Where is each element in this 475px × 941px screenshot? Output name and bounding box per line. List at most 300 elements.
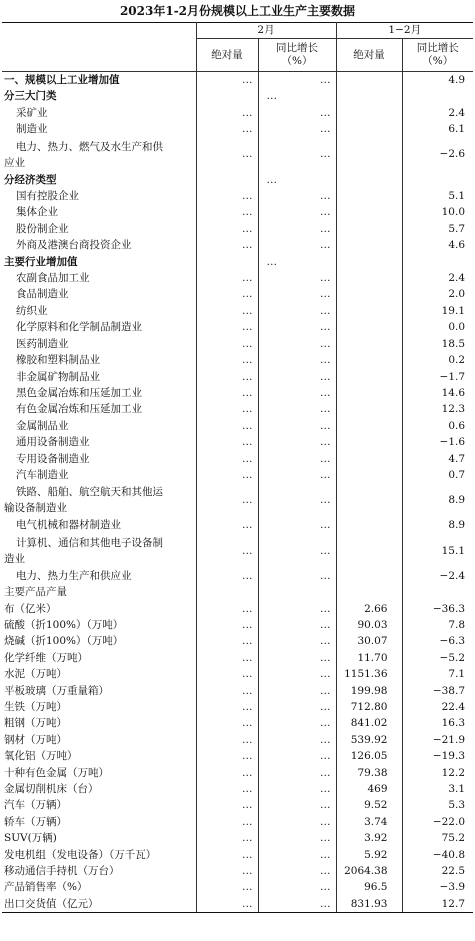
row-label: 烧碱（折100%）（万吨） (2, 633, 196, 649)
table-row (2, 896, 473, 913)
cell-feb-abs: … (196, 879, 258, 895)
row-label: 黑色金属冶炼和压延加工业 (2, 385, 196, 401)
cell-janfeb-abs: 9.52 (336, 797, 402, 813)
cell-feb-abs: … (196, 633, 258, 649)
table-title: 2023年1-2月份规模以上工业生产主要数据 (119, 4, 356, 18)
cell-feb-abs: … (196, 863, 258, 879)
row-label: 发电机组（发电设备）（万千瓦） (2, 847, 196, 863)
row-label: 水泥（万吨） (2, 666, 196, 682)
cell-feb-abs: … (196, 286, 258, 302)
cell-feb-abs: … (196, 237, 258, 253)
cell-feb-yoy: … (258, 847, 336, 863)
row-label: 有色金属冶炼和压延加工业 (2, 401, 196, 417)
cell-feb-yoy: … (258, 483, 336, 517)
table-row (2, 863, 473, 879)
table-row (2, 847, 473, 863)
table-row (2, 72, 473, 89)
row-label: 出口交货值（亿元） (2, 896, 196, 913)
cell-janfeb-yoy: −19.3 (432, 750, 466, 763)
table-row (2, 319, 473, 335)
cell-feb-yoy: … (258, 72, 336, 89)
row-label: 制造业 (2, 121, 196, 137)
cell-janfeb-yoy (402, 584, 473, 600)
cell-feb-abs: … (196, 418, 258, 434)
cell-feb-yoy: … (258, 204, 336, 220)
cell-feb-yoy: … (258, 434, 336, 450)
cell-janfeb-abs (336, 385, 402, 401)
row-label: 分三大门类 (2, 88, 196, 104)
cell-feb-yoy: … (258, 105, 336, 121)
cell-feb-abs (196, 88, 258, 104)
cell-janfeb-yoy: 12.7 (402, 896, 473, 913)
cell-janfeb-abs (336, 237, 402, 253)
row-label: SUV(万辆) (2, 830, 196, 846)
table-row (2, 105, 473, 121)
cell-feb-yoy: … (258, 352, 336, 368)
cell-feb-abs (196, 172, 258, 188)
row-label: 分经济类型 (2, 172, 196, 188)
row-label: 金属切削机床（台） (2, 781, 196, 797)
cell-janfeb-yoy: 5.1 (448, 190, 466, 203)
cell-feb-yoy: … (258, 633, 336, 649)
table-row (2, 237, 473, 253)
cell-feb-abs: … (196, 303, 258, 319)
table-row (2, 568, 473, 584)
cell-feb-abs: … (196, 699, 258, 715)
cell-feb-yoy: … (258, 765, 336, 781)
row-label: 电力、热力生产和供应业 (2, 568, 196, 584)
cell-feb-abs: … (196, 467, 258, 483)
row-label: 通用设备制造业 (2, 434, 196, 450)
cell-feb-yoy: … (258, 814, 336, 830)
cell-janfeb-abs: 712.80 (336, 699, 402, 715)
table-row (2, 401, 473, 417)
cell-feb-abs: … (196, 483, 258, 517)
cell-feb-abs: … (196, 601, 258, 617)
cell-janfeb-yoy: 16.3 (441, 717, 466, 730)
cell-feb-abs: … (196, 352, 258, 368)
table-row (2, 781, 473, 797)
table-header (2, 23, 473, 72)
cell-janfeb-abs (336, 534, 402, 568)
cell-janfeb-yoy: 8.9 (448, 494, 466, 507)
cell-feb-yoy: … (258, 88, 336, 104)
cell-feb-yoy: … (258, 830, 336, 846)
row-label: 粗钢（万吨） (2, 715, 196, 731)
cell-janfeb-abs: 2064.38 (336, 863, 402, 879)
cell-feb-abs: … (196, 105, 258, 121)
cell-janfeb-yoy: 3.1 (448, 783, 466, 796)
cell-janfeb-yoy: 22.4 (441, 701, 466, 713)
cell-janfeb-abs (336, 483, 402, 517)
cell-janfeb-abs (336, 568, 402, 584)
cell-janfeb-abs (336, 451, 402, 467)
row-label: 硫酸（折100%）（万吨） (2, 617, 196, 633)
table-row (2, 830, 473, 846)
cell-feb-abs: … (196, 896, 258, 913)
row-label: 专用设备制造业 (2, 451, 196, 467)
table-row (2, 633, 473, 649)
row-label (2, 483, 196, 517)
cell-feb-yoy: … (258, 797, 336, 813)
table-row (2, 418, 473, 434)
cell-janfeb-abs: 831.93 (336, 896, 402, 913)
cell-janfeb-yoy: 0.2 (448, 354, 466, 367)
row-label: 化学原料和化学制品制造业 (2, 319, 196, 335)
cell-feb-abs: … (196, 270, 258, 286)
row-label: 电气机械和器材制造业 (2, 517, 196, 533)
row-label: 产品销售率（%） (2, 879, 196, 895)
row-label: 轿车（万辆） (2, 814, 196, 830)
cell-feb-yoy: … (258, 683, 336, 699)
cell-feb-abs: … (196, 138, 258, 172)
cell-feb-abs: … (196, 650, 258, 666)
table-row (2, 650, 473, 666)
table-row (2, 385, 473, 401)
cell-janfeb-yoy: 0.7 (448, 468, 466, 481)
row-label: 主要产品产量 (2, 584, 196, 600)
cell-feb-yoy: … (258, 221, 336, 237)
cell-janfeb-yoy: 0.0 (448, 321, 466, 334)
cell-janfeb-yoy: −22.0 (432, 815, 466, 828)
table-row (2, 451, 473, 467)
cell-feb-abs: … (196, 72, 258, 89)
cell-feb-abs: … (196, 319, 258, 335)
cell-feb-abs: … (196, 847, 258, 863)
table-row (2, 732, 473, 748)
row-label: 金属制品业 (2, 418, 196, 434)
table-row (2, 534, 473, 568)
row-label: 食品制造业 (2, 286, 196, 302)
cell-feb-yoy: … (258, 699, 336, 715)
cell-feb-yoy: … (258, 748, 336, 764)
table-row (2, 270, 473, 286)
row-label: 农副食品加工业 (2, 270, 196, 286)
cell-janfeb-yoy: 7.8 (448, 618, 466, 631)
row-label: 股份制企业 (2, 221, 196, 237)
cell-janfeb-abs (336, 336, 402, 352)
table-row (2, 434, 473, 450)
table-row (2, 715, 473, 731)
cell-janfeb-abs (336, 303, 402, 319)
table-row (2, 666, 473, 682)
cell-feb-yoy: … (258, 601, 336, 617)
cell-janfeb-abs: 1151.36 (336, 666, 402, 682)
row-label: 外商及港澳台商投资企业 (2, 237, 196, 253)
header-period-feb: 2月 (196, 23, 336, 39)
cell-janfeb-yoy: 4.9 (402, 72, 473, 89)
row-label-line1: 铁路、船舶、航空航天和其他运 (16, 486, 163, 499)
cell-janfeb-yoy: 4.6 (448, 239, 466, 252)
cell-feb-abs: … (196, 188, 258, 204)
table-row (2, 617, 473, 633)
cell-janfeb-yoy: 22.5 (441, 865, 466, 878)
cell-janfeb-yoy: −40.8 (432, 848, 466, 861)
cell-feb-abs: … (196, 401, 258, 417)
data-table (2, 22, 473, 913)
cell-janfeb-abs (336, 138, 402, 172)
table-row (2, 879, 473, 895)
cell-feb-abs: … (196, 732, 258, 748)
row-label: 采矿业 (2, 105, 196, 121)
row-label: 集体企业 (2, 204, 196, 220)
cell-feb-yoy: … (258, 863, 336, 879)
cell-janfeb-abs (336, 172, 402, 188)
cell-feb-abs: … (196, 434, 258, 450)
cell-feb-yoy: … (258, 732, 336, 748)
cell-feb-abs: … (196, 221, 258, 237)
table-row (2, 467, 473, 483)
table-row (2, 352, 473, 368)
cell-feb-yoy: … (258, 418, 336, 434)
row-label: 橡胶和塑料制品业 (2, 352, 196, 368)
cell-janfeb-yoy: 12.2 (441, 766, 466, 779)
cell-janfeb-yoy: 8.9 (448, 519, 466, 532)
cell-janfeb-yoy: −3.9 (439, 881, 466, 894)
cell-feb-yoy: … (258, 650, 336, 666)
row-label-line2: 输设备制造业 (4, 502, 67, 515)
cell-janfeb-abs (336, 352, 402, 368)
cell-feb-yoy: … (258, 781, 336, 797)
table-row (2, 683, 473, 699)
row-label: 汽车（万辆） (2, 797, 196, 813)
cell-feb-abs: … (196, 204, 258, 220)
cell-janfeb-yoy (402, 172, 473, 188)
cell-feb-abs: … (196, 797, 258, 813)
header-janfeb-yoy (402, 39, 473, 72)
cell-feb-yoy: … (258, 336, 336, 352)
cell-feb-yoy: … (258, 138, 336, 172)
cell-janfeb-abs: 3.92 (336, 830, 402, 846)
cell-janfeb-abs (336, 105, 402, 121)
cell-janfeb-abs (336, 517, 402, 533)
cell-feb-abs: … (196, 814, 258, 830)
cell-feb-abs: … (196, 369, 258, 385)
cell-feb-yoy: … (258, 254, 336, 270)
row-label: 汽车制造业 (2, 467, 196, 483)
cell-feb-yoy: … (258, 319, 336, 335)
cell-feb-yoy: … (258, 172, 336, 188)
cell-feb-yoy: … (258, 467, 336, 483)
cell-janfeb-yoy: 75.2 (441, 832, 466, 845)
cell-feb-yoy: … (258, 188, 336, 204)
cell-feb-yoy: … (258, 401, 336, 417)
cell-feb-abs: … (196, 385, 258, 401)
table-row (2, 204, 473, 220)
cell-janfeb-abs: 79.38 (336, 765, 402, 781)
cell-janfeb-abs (336, 270, 402, 286)
cell-feb-yoy: … (258, 666, 336, 682)
row-label (2, 534, 196, 568)
cell-janfeb-yoy: 19.1 (441, 304, 466, 317)
cell-janfeb-yoy: 0.6 (448, 419, 466, 432)
header-period-janfeb: 1−2月 (336, 23, 473, 39)
cell-janfeb-abs (336, 467, 402, 483)
table-row (2, 121, 473, 137)
row-label: 医药制造业 (2, 336, 196, 352)
cell-janfeb-abs (336, 88, 402, 104)
row-label: 主要行业增加值 (2, 254, 196, 270)
row-label: 化学纤维（万吨） (2, 650, 196, 666)
table-row (2, 369, 473, 385)
table-row (2, 88, 473, 104)
header-yoy-line1: 同比增长 (416, 42, 459, 54)
cell-janfeb-yoy: −6.3 (439, 635, 466, 648)
row-label: 钢材（万吨） (2, 732, 196, 748)
cell-feb-abs: … (196, 830, 258, 846)
cell-janfeb-yoy: −1.6 (439, 436, 466, 449)
table-row (2, 797, 473, 813)
cell-janfeb-yoy: −5.2 (439, 651, 466, 664)
cell-janfeb-abs: 90.03 (336, 617, 402, 633)
cell-feb-yoy: … (258, 617, 336, 633)
cell-feb-abs: … (196, 534, 258, 568)
cell-janfeb-yoy: −1.7 (439, 370, 466, 383)
row-label-line1: 电力、热力、燃气及水生产和供 (16, 140, 163, 153)
cell-feb-yoy: … (258, 715, 336, 731)
cell-janfeb-abs: 3.74 (336, 814, 402, 830)
table-row (2, 483, 473, 517)
cell-feb-abs: … (196, 781, 258, 797)
cell-janfeb-abs (336, 121, 402, 137)
cell-janfeb-abs (336, 254, 402, 270)
cell-janfeb-yoy: 2.4 (448, 106, 466, 119)
table-row (2, 517, 473, 533)
table-row (2, 286, 473, 302)
cell-feb-yoy: … (258, 385, 336, 401)
cell-janfeb-abs (336, 286, 402, 302)
row-label: 移动通信手持机（万台） (2, 863, 196, 879)
header-yoy-line2: （%） (422, 55, 454, 67)
cell-janfeb-abs: 96.5 (336, 879, 402, 895)
cell-janfeb-abs (336, 204, 402, 220)
cell-janfeb-abs: 199.98 (336, 683, 402, 699)
row-label-line2: 造业 (4, 552, 25, 565)
row-label-line1: 计算机、通信和其他电子设备制 (16, 536, 163, 549)
cell-feb-yoy: … (258, 451, 336, 467)
table-row (2, 748, 473, 764)
cell-janfeb-yoy: 2.0 (448, 288, 466, 301)
cell-feb-abs: … (196, 617, 258, 633)
row-label: 布（亿米） (2, 601, 196, 617)
table-row (2, 601, 473, 617)
cell-feb-abs: … (196, 517, 258, 533)
cell-feb-yoy: … (258, 896, 336, 913)
row-label: 平板玻璃（万重量箱） (2, 683, 196, 699)
table-row (2, 138, 473, 172)
table-row (2, 765, 473, 781)
cell-janfeb-abs (336, 221, 402, 237)
cell-feb-abs: … (196, 121, 258, 137)
table-row (2, 699, 473, 715)
cell-feb-yoy: … (258, 270, 336, 286)
cell-janfeb-abs (336, 319, 402, 335)
cell-feb-yoy (258, 584, 336, 600)
cell-feb-abs (196, 584, 258, 600)
row-label-line2: 应业 (4, 156, 25, 169)
cell-feb-abs: … (196, 683, 258, 699)
cell-feb-yoy: … (258, 879, 336, 895)
cell-janfeb-yoy: 14.6 (441, 386, 466, 399)
cell-janfeb-abs: 539.92 (336, 732, 402, 748)
cell-janfeb-abs (336, 401, 402, 417)
header-yoy-line1: 同比增长 (276, 42, 318, 54)
cell-janfeb-yoy: −2.6 (439, 148, 466, 161)
cell-feb-abs: … (196, 451, 258, 467)
cell-janfeb-yoy: 18.5 (441, 337, 466, 350)
header-blank-cell (2, 23, 196, 72)
table-row (2, 172, 473, 188)
row-label (2, 138, 196, 172)
header-feb-yoy (258, 39, 336, 72)
cell-janfeb-abs: 469 (336, 781, 402, 797)
cell-janfeb-yoy: 7.1 (448, 668, 466, 681)
table-row (2, 188, 473, 204)
cell-janfeb-yoy: 6.1 (448, 123, 466, 136)
cell-janfeb-yoy: −2.4 (439, 569, 466, 582)
cell-janfeb-yoy: −21.9 (432, 733, 466, 746)
cell-feb-yoy: … (258, 517, 336, 533)
row-label: 十种有色金属（万吨） (2, 765, 196, 781)
cell-janfeb-abs (336, 434, 402, 450)
cell-feb-yoy: … (258, 237, 336, 253)
cell-feb-yoy: … (258, 369, 336, 385)
table-row (2, 814, 473, 830)
cell-feb-abs: … (196, 666, 258, 682)
cell-janfeb-yoy: 4.7 (448, 452, 466, 465)
table-row (2, 336, 473, 352)
cell-feb-abs (196, 254, 258, 270)
cell-janfeb-abs: 2.66 (336, 601, 402, 617)
cell-janfeb-yoy: −38.7 (432, 684, 466, 697)
cell-janfeb-yoy: 10.0 (441, 206, 466, 219)
cell-janfeb-yoy: 2.4 (448, 272, 466, 285)
table-row (2, 221, 473, 237)
header-janfeb-abs: 绝对量 (336, 39, 402, 72)
cell-janfeb-abs (336, 369, 402, 385)
cell-feb-abs: … (196, 748, 258, 764)
cell-janfeb-abs: 11.70 (336, 650, 402, 666)
cell-feb-abs: … (196, 715, 258, 731)
cell-feb-abs: … (196, 765, 258, 781)
cell-janfeb-abs (336, 72, 402, 89)
cell-feb-yoy: … (258, 534, 336, 568)
row-label: 国有控股企业 (2, 188, 196, 204)
row-label: 生铁（万吨） (2, 699, 196, 715)
cell-feb-yoy: … (258, 303, 336, 319)
cell-janfeb-abs (336, 584, 402, 600)
table-row (2, 303, 473, 319)
row-label: 非金属矿物制品业 (2, 369, 196, 385)
cell-janfeb-yoy: 5.7 (448, 222, 466, 235)
cell-feb-yoy: … (258, 286, 336, 302)
row-label: 纺织业 (2, 303, 196, 319)
cell-janfeb-yoy: 12.3 (441, 403, 466, 416)
cell-feb-yoy: … (258, 121, 336, 137)
cell-feb-abs: … (196, 336, 258, 352)
row-label: 氧化铝（万吨） (2, 748, 196, 764)
table-row (2, 254, 473, 270)
cell-janfeb-yoy (402, 254, 473, 270)
cell-janfeb-yoy: 5.3 (448, 799, 466, 812)
row-label: 一、规模以上工业增加值 (2, 72, 196, 89)
header-feb-abs: 绝对量 (196, 39, 258, 72)
cell-feb-abs: … (196, 568, 258, 584)
table-body (2, 72, 473, 913)
header-yoy-line2: （%） (281, 55, 313, 67)
cell-janfeb-abs: 5.92 (336, 847, 402, 863)
cell-janfeb-abs: 841.02 (336, 715, 402, 731)
